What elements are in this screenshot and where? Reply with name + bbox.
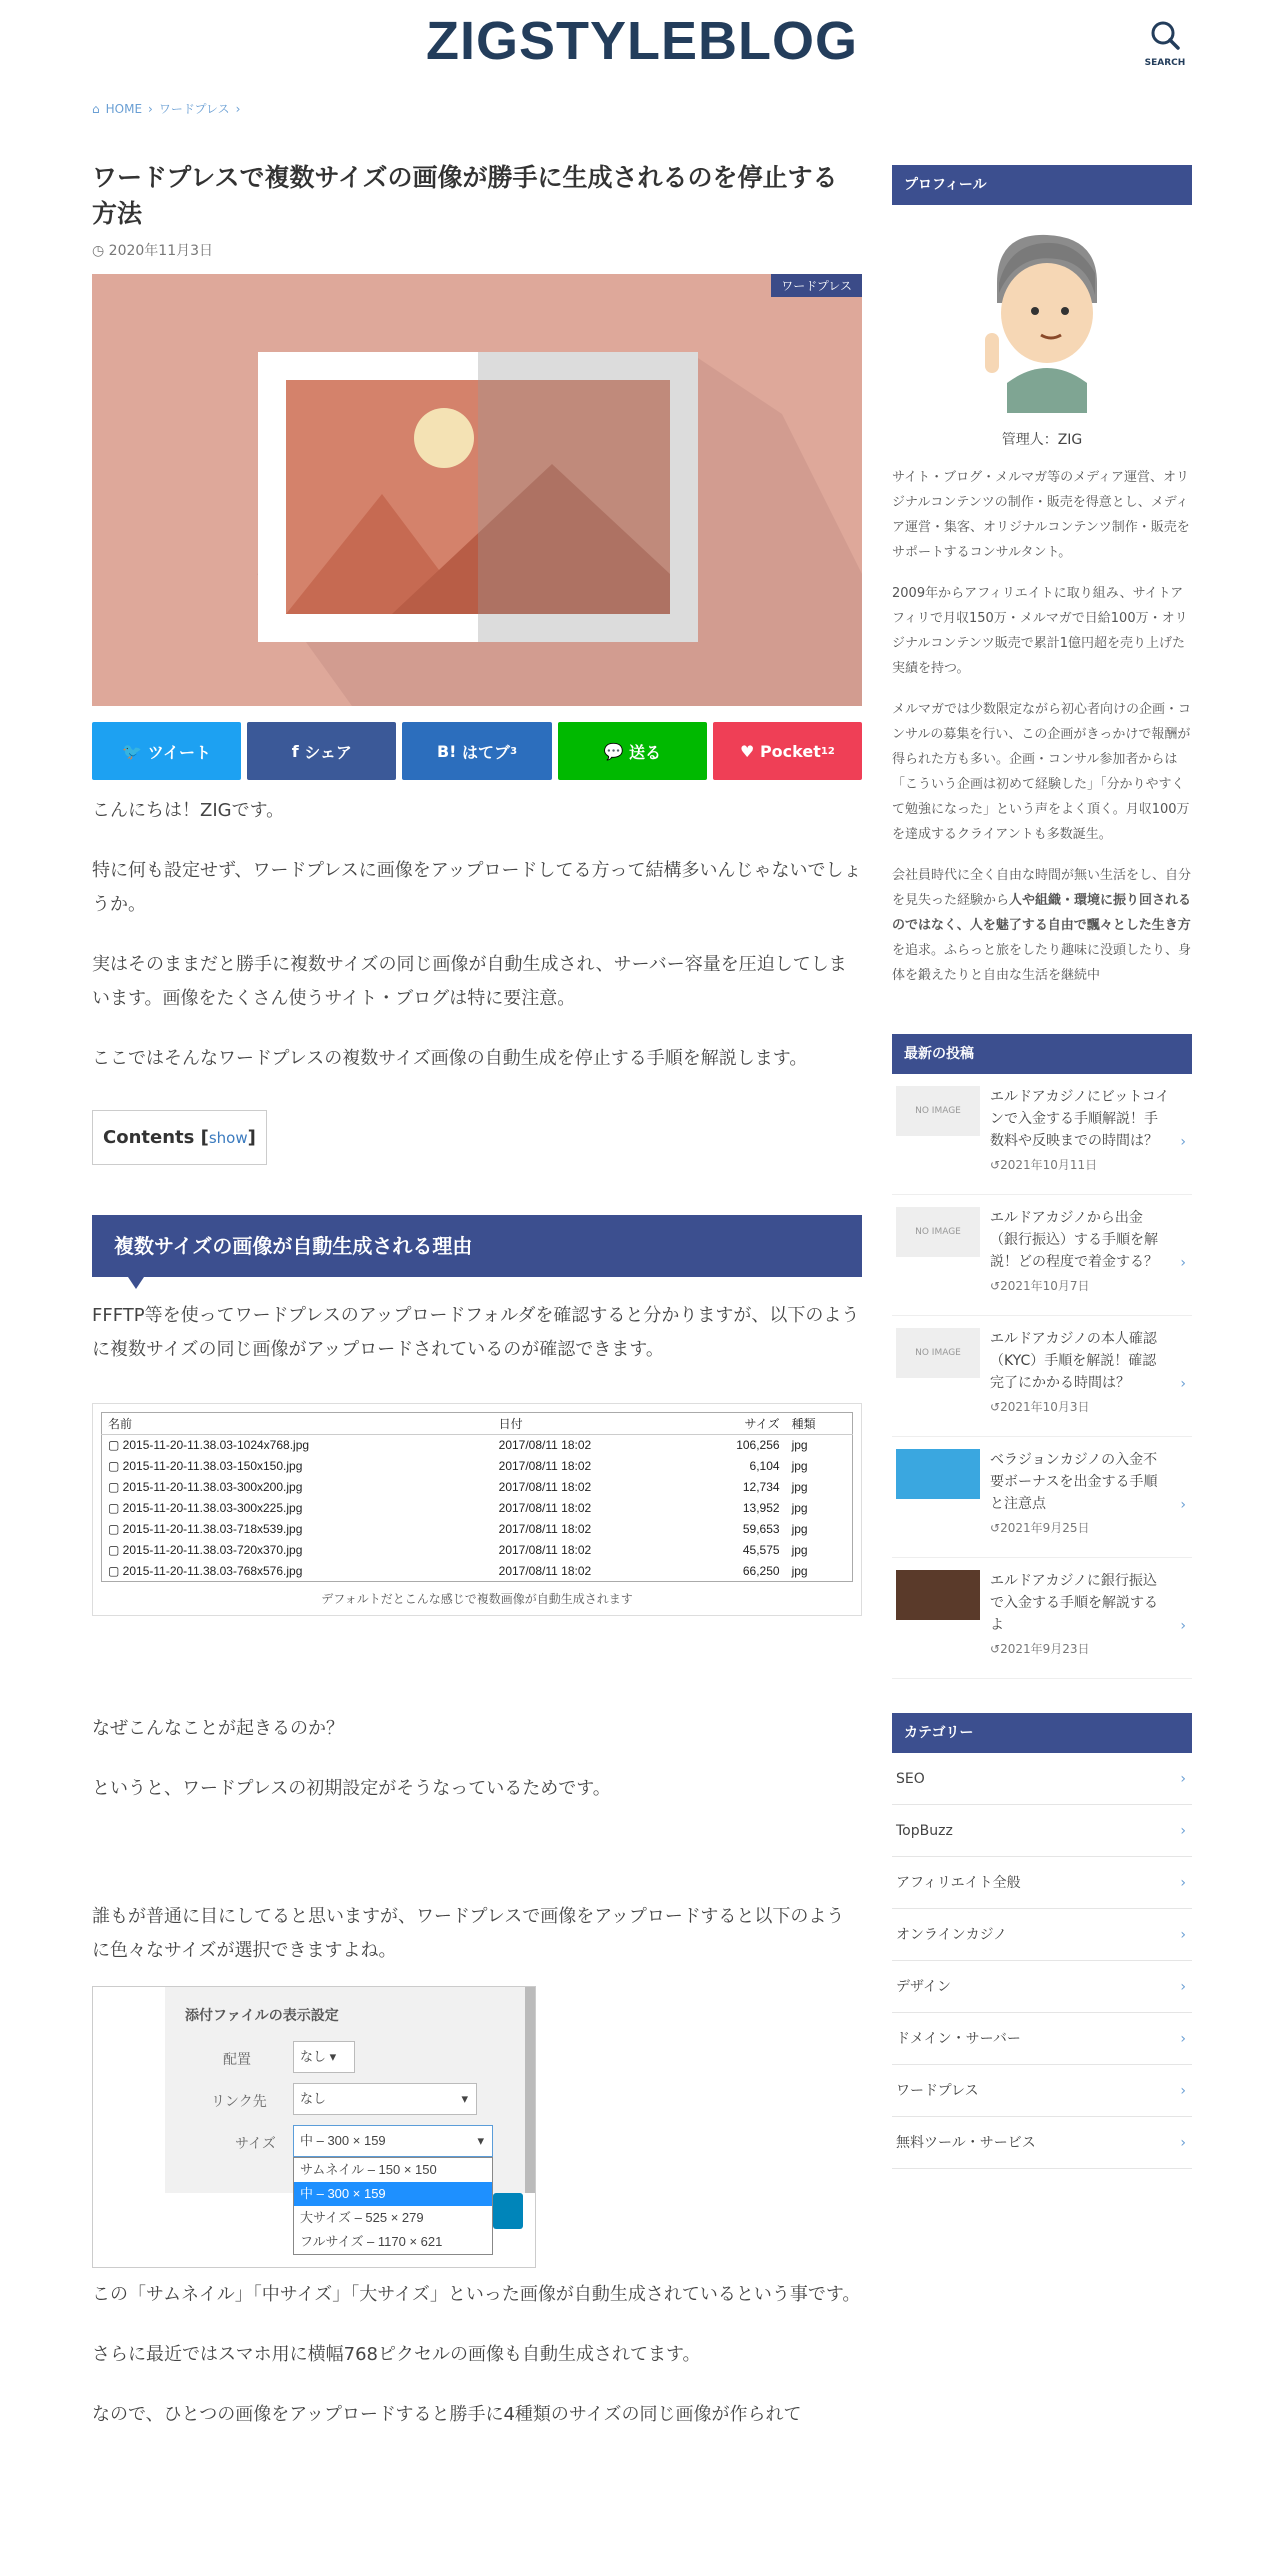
article <box>92 160 862 2432</box>
recent-post-item[interactable] <box>892 1558 1192 1679</box>
category-item[interactable] <box>892 1857 1192 1909</box>
profile-text <box>892 863 1192 988</box>
history-icon: ↺ <box>990 1158 1001 1172</box>
post-info <box>990 1207 1170 1303</box>
file-type: jpg <box>791 1543 808 1557</box>
toc-title: Contents <box>103 1127 195 1148</box>
file-type: jpg <box>791 1480 808 1494</box>
facebook-label: シェア <box>304 742 352 762</box>
history-icon: ↺ <box>990 1642 1001 1656</box>
facebook-share-button[interactable] <box>247 722 396 780</box>
site-title[interactable]: ZIGSTYLEBLOG <box>425 11 858 71</box>
file-size: 106,256 <box>736 1438 780 1453</box>
profile-text: サイト・ブログ・メルマガ等のメディア運営、オリジナルコンテンツの制作・販売を得意とし、メディア運営・集客、オリジナルコンテンツ制作・販売をサポートするコンサルタント。 <box>892 470 1190 560</box>
breadcrumb <box>92 100 246 117</box>
pocket-label: Pocket <box>759 741 821 761</box>
paragraph: 特に何も設定せず、ワードプレスに画像をアップロードしてる方って結構多いんじゃないでしょうか。 <box>92 860 862 915</box>
avatar <box>892 223 1192 417</box>
file-size: 6,104 <box>749 1459 780 1473</box>
category-label: オンラインカジノ <box>896 1927 1008 1943</box>
line-icon: 💬 <box>603 741 624 761</box>
post-title[interactable]: エルドアカジノから出金（銀行振込）する手順を解説！どの程度で着金する？ <box>990 1210 1158 1270</box>
chevron-right-icon: › <box>1180 1979 1186 1995</box>
hatena-count: 3 <box>510 745 518 757</box>
recent-post-item[interactable] <box>892 1316 1192 1437</box>
paragraph: この「サムネイル」「中サイズ」「大サイズ」といった画像が自動生成されているという事です。 <box>92 2284 861 2305</box>
recent-posts-list <box>892 1074 1192 1679</box>
category-label: TopBuzz <box>896 1823 953 1839</box>
recent-post-item[interactable] <box>892 1074 1192 1195</box>
chevron-right-icon: › <box>1180 2135 1186 2151</box>
file-size: 12,734 <box>742 1480 780 1494</box>
file-type: jpg <box>791 1563 808 1578</box>
profile-text: メルマガでは少数限定ながら初心者向けの企画・コンサルの募集を行い、この企画がきっかけで報酬が得られた方も多い。企画・コンサル参加者からは「こういう企画は初めて経験した」「分かりやすくて勉強になった」という声をよく頂く。月収100万を達成するクライアントも多数誕生。 <box>892 702 1192 842</box>
chevron-right-icon: › <box>1180 1927 1186 1943</box>
profile-text-bold: 人や組織・環境に振り回されるのではなく、人を魅了する自由で飄々とした生き方 <box>892 893 1192 933</box>
post-title[interactable]: エルドアカジノに銀行振込で入金する手順を解説するよ <box>990 1573 1158 1633</box>
file-date: 2017/08/11 18:02 <box>498 1480 592 1494</box>
size-option-selected[interactable]: 中 – 300 × 159 <box>294 2182 492 2206</box>
profile-text: 2009年からアフィリエイトに取り組み、サイトアフィリで月収150万・メルマガで日給100万・オリジナルコンテンツ販売で累計1億円超を売り上げた実績を持つ。 <box>892 586 1188 676</box>
file-size: 13,952 <box>742 1501 780 1515</box>
size-select[interactable]: 中 – 300 × 159 ▾ <box>293 2125 493 2157</box>
profile-widget-title: プロフィール <box>892 165 1192 205</box>
file-name: ▢ 2015-11-20-11.38.03-150x150.jpg <box>108 1459 303 1473</box>
chevron-right-icon: › <box>1180 1618 1186 1634</box>
date-text: 2020年11月3日 <box>108 243 214 259</box>
post-thumbnail: NO IMAGE <box>896 1328 980 1378</box>
col-size: サイズ <box>684 1413 785 1435</box>
article-title: ワードプレスで複数サイズの画像が勝手に生成されるのを停止する方法 <box>92 163 838 228</box>
post-info <box>990 1086 1170 1182</box>
category-item[interactable] <box>892 1805 1192 1857</box>
file-date: 2017/08/11 18:02 <box>498 1522 592 1536</box>
share-buttons <box>92 722 862 780</box>
file-size: 59,653 <box>742 1522 780 1536</box>
file-name: ▢ 2015-11-20-11.38.03-300x225.jpg <box>108 1501 303 1515</box>
chevron-right-icon: › <box>1180 1255 1186 1271</box>
paragraph: ここではそんなワードプレスの複数サイズ画像の自動生成を停止する手順を解説します。 <box>92 1048 808 1069</box>
file-date: 2017/08/11 18:02 <box>498 1459 592 1473</box>
file-name: ▢ 2015-11-20-11.38.03-720x370.jpg <box>108 1543 303 1557</box>
figure-caption: デフォルトだとこんな感じで複数画像が自動生成されます <box>321 1592 633 1606</box>
post-date: ↺2021年10月11日 <box>990 1158 1098 1172</box>
file-type: jpg <box>791 1459 808 1473</box>
post-date: ↺2021年9月23日 <box>990 1642 1090 1656</box>
table-row <box>102 1561 853 1582</box>
facebook-icon: f <box>291 741 299 761</box>
image-placeholder-icon <box>92 274 862 706</box>
category-label: ドメイン・サーバー <box>896 2031 1021 2047</box>
home-icon: ⌂ <box>92 102 100 116</box>
recent-posts-title: 最新の投稿 <box>892 1034 1192 1074</box>
post-thumbnail <box>896 1449 980 1499</box>
pocket-count: 12 <box>820 745 835 757</box>
size-option[interactable]: サムネイル – 150 × 150 <box>300 2162 437 2177</box>
file-type: jpg <box>791 1522 808 1536</box>
chevron-right-icon: › <box>1180 1497 1186 1513</box>
file-type: jpg <box>791 1438 808 1453</box>
twitter-icon: 🐦 <box>122 741 143 761</box>
category-label: デザイン <box>896 1979 952 1995</box>
file-date: 2017/08/11 18:02 <box>498 1543 592 1557</box>
pocket-button[interactable] <box>713 722 862 780</box>
file-name: ▢ 2015-11-20-11.38.03-768x576.jpg <box>108 1563 303 1578</box>
breadcrumb-home[interactable]: HOME <box>105 102 143 116</box>
post-date: ↺2021年9月25日 <box>990 1521 1090 1535</box>
paragraph: なぜこんなことが起きるのか？ <box>92 1718 344 1739</box>
size-option[interactable]: フルサイズ – 1170 × 621 <box>300 2234 443 2249</box>
search-icon <box>1148 18 1182 52</box>
link-label: リンク先 <box>211 2093 267 2109</box>
paragraph: 実はそのままだと勝手に複数サイズの同じ画像が自動生成され、サーバー容量を圧迫してしまいます。画像をたくさん使うサイト・ブログは特に要注意。 <box>92 954 847 1009</box>
size-label: サイズ <box>235 2135 276 2151</box>
table-row <box>102 1435 853 1456</box>
chevron-right-icon: › <box>1180 1771 1186 1787</box>
chevron-right-icon: › <box>235 102 241 116</box>
file-size: 45,575 <box>742 1543 780 1557</box>
col-type: 種類 <box>786 1413 853 1435</box>
col-name: 名前 <box>102 1413 493 1435</box>
post-thumbnail: NO IMAGE <box>896 1086 980 1136</box>
profile-text-part: を追求。ふらっと旅をしたり趣味に没頭したり、身体を鍛えたりと自由な生活を継続中 <box>892 943 1192 983</box>
table-row <box>102 1519 853 1540</box>
file-date: 2017/08/11 18:02 <box>498 1501 592 1515</box>
chevron-right-icon: › <box>1180 2083 1186 2099</box>
site-header <box>0 0 1284 90</box>
table-row <box>102 1477 853 1498</box>
clock-icon: ◷ <box>92 243 105 259</box>
chevron-right-icon: › <box>1180 1823 1186 1839</box>
history-icon: ↺ <box>990 1400 1001 1414</box>
file-name: ▢ 2015-11-20-11.38.03-1024x768.jpg <box>108 1438 310 1453</box>
chevron-right-icon: › <box>148 102 153 116</box>
line-label: 送る <box>628 742 661 762</box>
post-thumbnail <box>896 1570 980 1620</box>
file-name: ▢ 2015-11-20-11.38.03-300x200.jpg <box>108 1480 303 1494</box>
recent-post-item[interactable] <box>892 1195 1192 1316</box>
hatena-label: はてブ <box>462 742 511 762</box>
post-title[interactable]: エルドアカジノの本人確認（KYC）手順を解説！確認完了にかかる時間は？ <box>990 1331 1157 1391</box>
profile-avatar-icon <box>957 223 1127 413</box>
breadcrumb-category[interactable]: ワードプレス <box>158 102 230 116</box>
sidebar <box>892 165 1192 2169</box>
chevron-right-icon: › <box>1180 1376 1186 1392</box>
recent-post-item[interactable] <box>892 1437 1192 1558</box>
eyecatch-image <box>92 274 862 706</box>
tweet-button[interactable] <box>92 722 241 780</box>
paragraph: こんにちは！ZIGです。 <box>92 800 285 821</box>
hatena-icon: B! <box>436 741 457 761</box>
file-date: 2017/08/11 18:02 <box>498 1438 592 1453</box>
settings-title: 添付ファイルの表示設定 <box>185 2007 339 2023</box>
post-date: ↺2021年10月7日 <box>990 1279 1090 1293</box>
category-item[interactable] <box>892 1961 1192 2013</box>
table-row <box>102 1498 853 1519</box>
size-options <box>293 2157 493 2255</box>
category-tag[interactable]: ワードプレス <box>771 274 862 297</box>
file-type: jpg <box>791 1501 808 1515</box>
hatena-button[interactable] <box>402 722 551 780</box>
tweet-label: ツイート <box>147 742 211 762</box>
col-date: 日付 <box>493 1413 684 1435</box>
section-heading: 複数サイズの画像が自動生成される理由 <box>92 1215 862 1277</box>
admin-name: 管理人：ZIG <box>1001 432 1083 448</box>
file-table <box>101 1412 853 1582</box>
profile-text-part: 会社員時代に全く自由な時間が無い生活をし、自分を見失った経験から <box>892 868 1192 908</box>
category-item[interactable] <box>892 2065 1192 2117</box>
paragraph: なので、ひとつの画像をアップロードすると勝手に4種類のサイズの同じ画像が作られて <box>92 2404 802 2425</box>
link-value: なし <box>300 2091 327 2106</box>
post-title[interactable]: エルドアカジノにビットコインで入金する手順解説！手数料や反映までの時間は？ <box>990 1089 1170 1149</box>
post-info <box>990 1328 1170 1424</box>
history-icon: ↺ <box>990 1279 1001 1293</box>
post-info <box>990 1449 1170 1545</box>
file-date: 2017/08/11 18:02 <box>498 1563 592 1578</box>
file-size: 66,250 <box>742 1563 780 1578</box>
category-item[interactable] <box>892 1753 1192 1805</box>
search-button[interactable] <box>1140 18 1190 73</box>
align-label: 配置 <box>223 2051 251 2067</box>
size-value: 中 – 300 × 159 <box>300 2133 386 2148</box>
paragraph: というと、ワードプレスの初期設定がそうなっているためです。 <box>92 1778 611 1799</box>
chevron-right-icon: › <box>1180 1875 1186 1891</box>
paragraph: さらに最近ではスマホ用に横幅768ピクセルの画像も自動生成されてます。 <box>92 2344 701 2365</box>
post-date: ↺2021年10月3日 <box>990 1400 1090 1414</box>
line-button[interactable] <box>558 722 707 780</box>
post-thumbnail: NO IMAGE <box>896 1207 980 1257</box>
link-select[interactable]: なし ▾ <box>293 2083 477 2115</box>
chevron-right-icon: › <box>1180 1134 1186 1150</box>
category-label: ワードプレス <box>896 2083 979 2099</box>
category-label: アフィリエイト全般 <box>896 1875 1021 1891</box>
category-list <box>892 1753 1192 2169</box>
attachment-settings-figure <box>92 1986 536 2268</box>
paragraph: 誰もが普通に目にしてると思いますが、ワードプレスで画像をアップロードすると以下のように色々なサイズが選択できますよね。 <box>92 1906 845 1961</box>
category-item[interactable] <box>892 2117 1192 2169</box>
article-date <box>92 240 862 260</box>
pocket-icon: ♥ <box>740 741 755 761</box>
toc-toggle[interactable]: show <box>208 1129 248 1147</box>
file-list-figure <box>92 1403 862 1616</box>
search-label: SEARCH <box>1144 58 1186 68</box>
post-title[interactable]: ベラジョンカジノの入金不要ボーナスを出金する手順と注意点 <box>990 1452 1158 1512</box>
file-name: ▢ 2015-11-20-11.38.03-718x539.jpg <box>108 1522 303 1536</box>
align-select[interactable]: なし ▾ <box>293 2041 355 2073</box>
table-of-contents: Contents [show] <box>92 1110 267 1165</box>
align-value: なし <box>300 2049 327 2064</box>
category-item[interactable] <box>892 2013 1192 2065</box>
chevron-right-icon: › <box>1180 2031 1186 2047</box>
paragraph: FFFTP等を使ってワードプレスのアップロードフォルダを確認すると分かりますが、以下のように複数サイズの同じ画像がアップロードされているのが確認できます。 <box>92 1305 860 1360</box>
history-icon: ↺ <box>990 1521 1001 1535</box>
category-widget-title: カテゴリー <box>892 1713 1192 1753</box>
post-info <box>990 1570 1170 1666</box>
category-label: SEO <box>896 1771 925 1787</box>
size-option[interactable]: 大サイズ – 525 × 279 <box>300 2210 424 2225</box>
insert-button[interactable] <box>493 2193 523 2229</box>
category-item[interactable] <box>892 1909 1192 1961</box>
table-row <box>102 1456 853 1477</box>
table-row <box>102 1540 853 1561</box>
category-label: 無料ツール・サービス <box>896 2135 1036 2151</box>
